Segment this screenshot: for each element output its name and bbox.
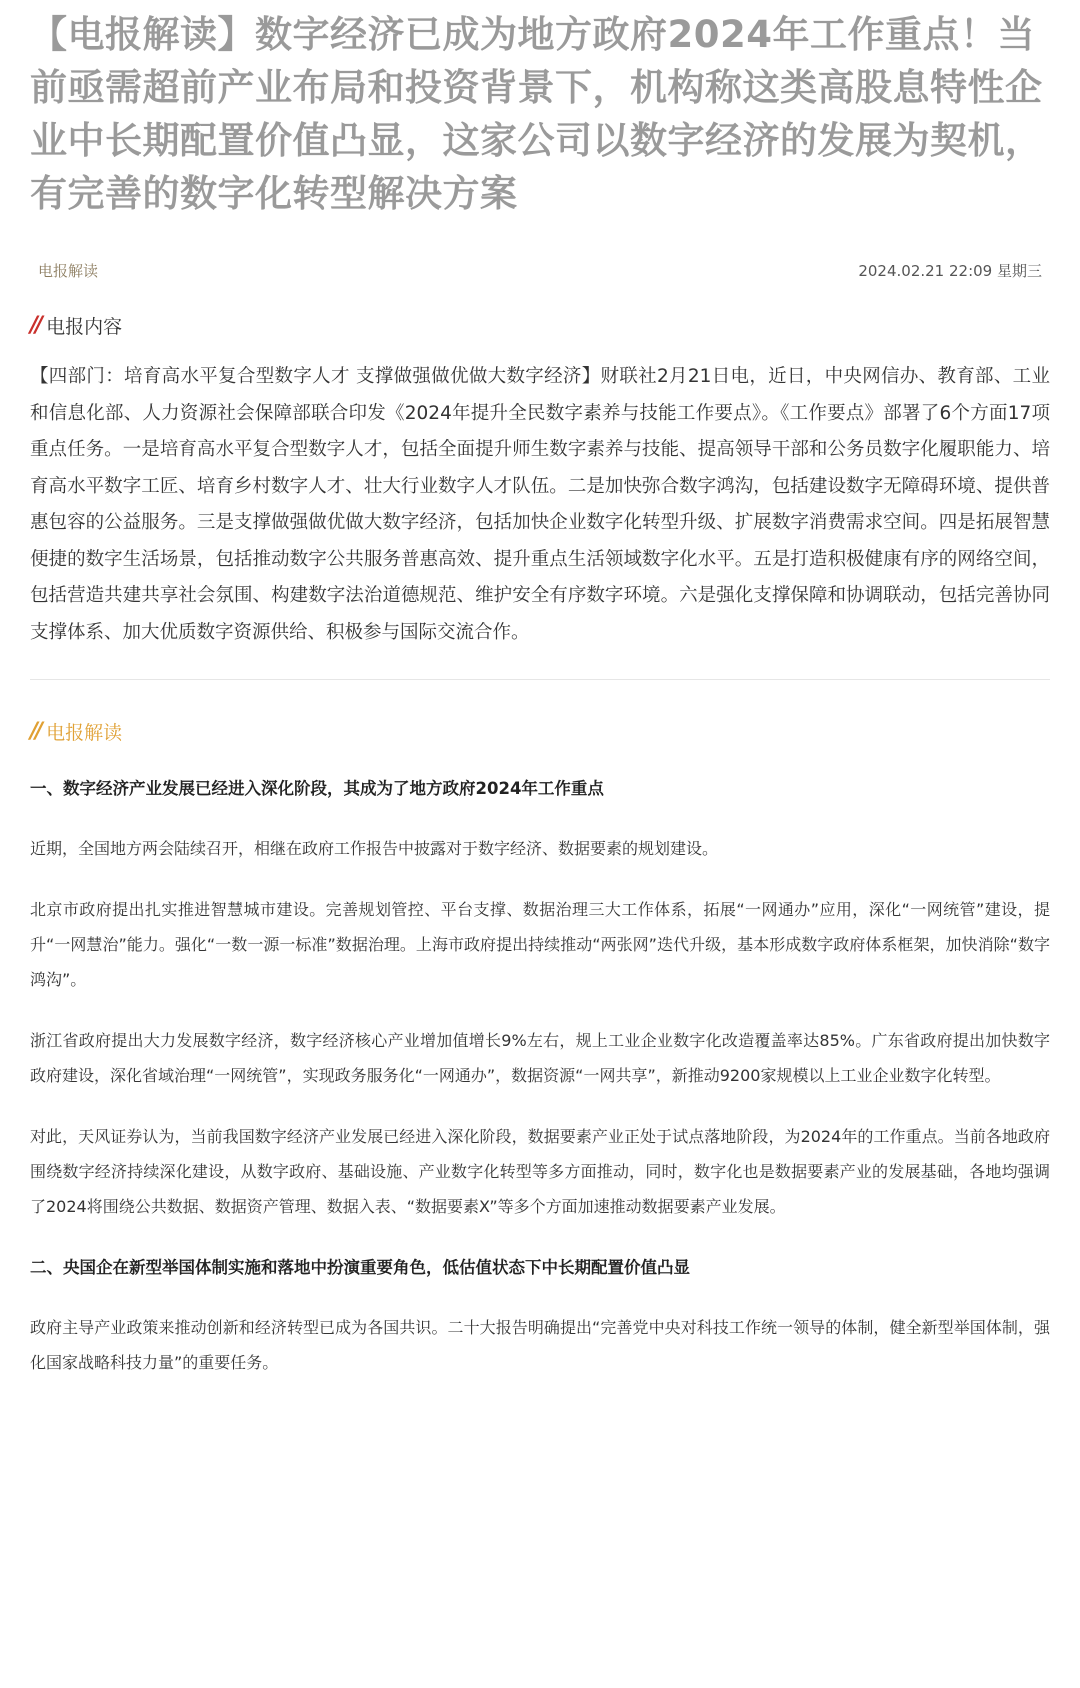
telegraph-section-title: 电报内容: [46, 316, 123, 338]
article-headline: 【电报解读】数字经济已成为地方政府2024年工作重点！当前亟需超前产业布局和投资背景下，机构称这类高股息特性企业中长期配置价值凸显，这家公司以数字经济的发展为契机，有完善的数字化转型解决方案: [30, 13, 1043, 215]
analysis-paragraph: 近期，全国地方两会陆续召开，相继在政府工作报告中披露对于数字经济、数据要素的规划建设。: [30, 839, 719, 858]
analysis-section-title: 电报解读: [46, 722, 123, 744]
analysis-paragraph: 政府主导产业政策来推动创新和经济转型已成为各国共识。二十大报告明确提出“完善党中央对科技工作统一领导的体制，健全新型举国体制，强化国家战略科技力量”的重要任务。: [30, 1318, 1050, 1372]
analysis-section-heading: [30, 718, 1050, 745]
analysis-subheading-1: 一、数字经济产业发展已经进入深化阶段，其成为了地方政府2024年工作重点: [30, 779, 604, 798]
telegraph-section-heading: [30, 312, 1050, 339]
slash-icon: //: [30, 313, 41, 338]
analysis-paragraph: 浙江省政府提出大力发展数字经济，数字经济核心产业增加值增长9%左右，规上工业企业数字化改造覆盖率达85%。广东省政府提出加快数字政府建设，深化省域治理“一网统管”，实现政务服务化“一网通办”，数据资源“一网共享”，新推动9200家规模以上工业企业数字化转型。: [30, 1031, 1050, 1085]
article-datetime: 2024.02.21 22:09 星期三: [858, 261, 1042, 280]
analysis-subheading-2: 二、央国企在新型举国体制实施和落地中扮演重要角色，低估值状态下中长期配置价值凸显: [30, 1258, 690, 1277]
slash-icon: //: [30, 719, 41, 744]
telegraph-content: 【四部门：培育高水平复合型数字人才 支撑做强做优做大数字经济】财联社2月21日电，近日，中央网信办、教育部、工业和信息化部、人力资源社会保障部联合印发《2024年提升全民数字素养与技能工作要点》。《工作要点》部署了6个方面17项重点任务。一是培育高水平复合型数字人才，包括全面提升师生数字素养与技能、提高领导干部和公务员数字化履职能力、培育高水平数字工匠、培育乡村数字人才、壮大行业数字人才队伍。二是加快弥合数字鸿沟，包括建设数字无障碍环境、提供普惠包容的公益服务。三是支撑做强做优做大数字经济，包括加快企业数字化转型升级、扩展数字消费需求空间。四是拓展智慧便捷的数字生活场景，包括推动数字公共服务普惠高效、提升重点生活领域数字化水平。五是打造积极健康有序的网络空间，包括营造共建共享社会氛围、构建数字法治道德规范、维护安全有序数字环境。六是强化支撑保障和协调联动，包括完善协同支撑体系、加大优质数字资源供给、积极参与国际交流合作。: [30, 366, 1050, 643]
section-divider: [30, 679, 1050, 680]
analysis-paragraph: 北京市政府提出扎实推进智慧城市建设。完善规划管控、平台支撑、数据治理三大工作体系，拓展“一网通办”应用，深化“一网统管”建设，提升“一网慧治”能力。强化“一数一源一标准”数据治理。上海市政府提出持续推动“两张网”迭代升级，基本形成数字政府体系框架，加快消除“数字鸿沟”。: [30, 900, 1050, 989]
analysis-paragraph: 对此，天风证券认为，当前我国数字经济产业发展已经进入深化阶段，数据要素产业正处于试点落地阶段，为2024年的工作重点。当前各地政府围绕数字经济持续深化建设，从数字政府、基础设施、产业数字化转型等多方面推动，同时，数字化也是数据要素产业的发展基础，各地均强调了2024将围绕公共数据、数据资产管理、数据入表、“数据要素X”等多个方面加速推动数据要素产业发展。: [30, 1127, 1050, 1216]
article-meta: [30, 258, 1050, 282]
article-page: [0, 8, 1080, 1380]
article-tag[interactable]: 电报解读: [38, 261, 99, 280]
